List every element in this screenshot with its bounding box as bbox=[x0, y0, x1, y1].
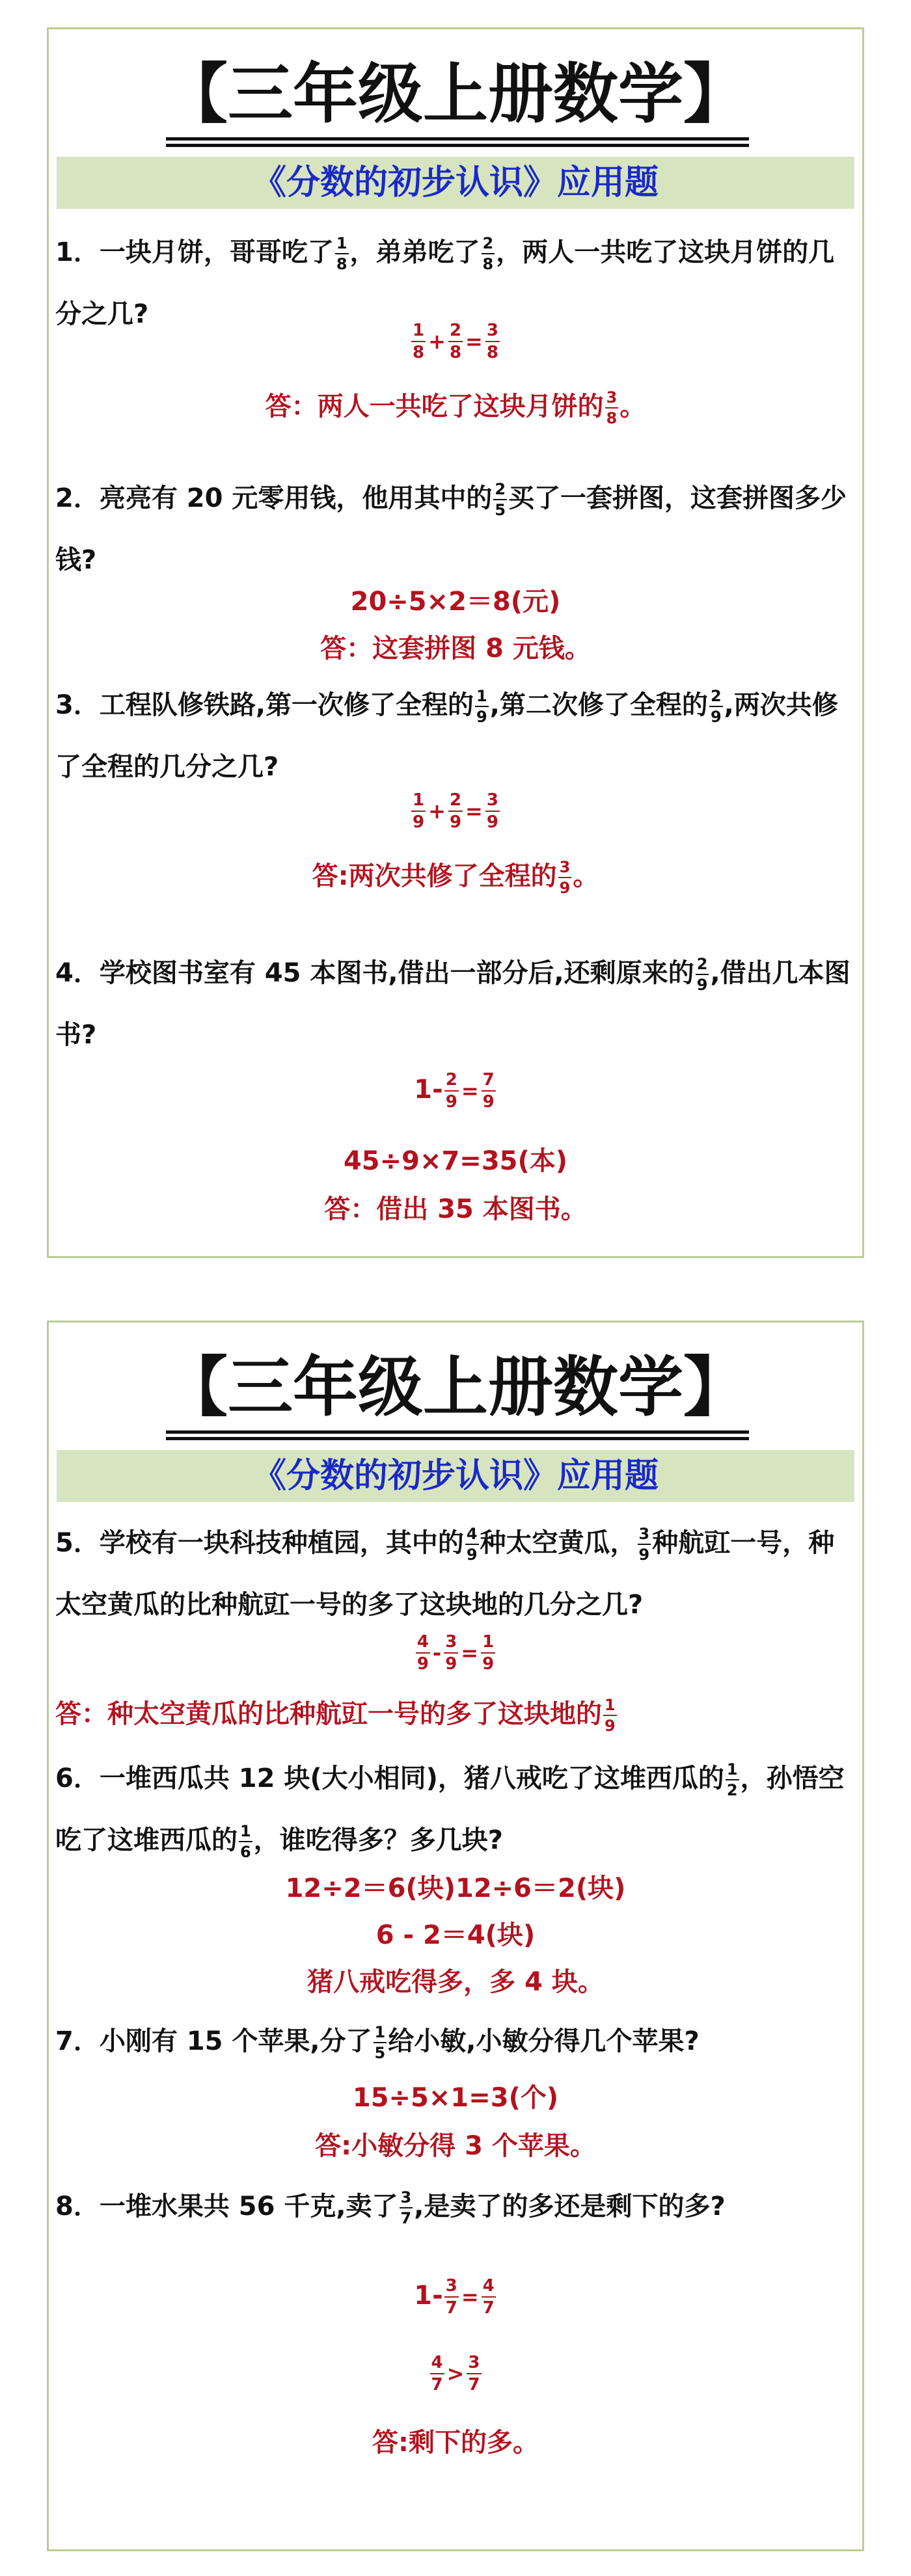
fraction: $\frac{3}{7}$ bbox=[400, 2188, 412, 2227]
problem-8-question: 8．一堆水果共 56 千克,卖了 $\frac{3}{7}$ ,是卖了的多还是剩下的多? bbox=[55, 2188, 726, 2227]
problem-1-answer: 答：两人一共吃了这块月饼的 $\frac{3}{8}$ 。 bbox=[265, 388, 646, 427]
problem-6-question: 6．一堆西瓜共 12 块(大小相同)，猪八戒吃了这堆西瓜的 $\frac{1}{2}$ ，孙悟空吃了这堆西瓜的 $\frac{1}{6}$ ，谁吃得多？多几块? bbox=[55, 1760, 845, 1861]
problem-5-calculation: $\frac{4}{9}$ - $\frac{3}{9}$ = $\frac{1}{9}$ bbox=[416, 1632, 495, 1674]
problem-6-answer: 猪八戒吃得多，多 4 块。 bbox=[307, 1967, 604, 1997]
problem-4-calculation-2: 45÷9×7=35(本) bbox=[343, 1146, 568, 1176]
fraction: $\frac{2}{9}$ bbox=[710, 687, 722, 726]
problem-8-calculation-2: $\frac{4}{7}$ > $\frac{3}{7}$ bbox=[431, 2353, 480, 2395]
fraction: $\frac{3}{9}$ bbox=[638, 1525, 650, 1564]
fraction: $\frac{4}{9}$ bbox=[466, 1525, 478, 1564]
problem-1-question: 1．一块月饼，哥哥吃了 $\frac{1}{8}$ ，弟弟吃了 $\frac{2}{8}$ ，两人一共吃了这块月饼的几分之几? bbox=[55, 234, 835, 329]
title-underline bbox=[166, 1430, 749, 1434]
fraction: $\frac{2}{8}$ bbox=[482, 234, 494, 273]
fraction: $\frac{1}{6}$ bbox=[240, 1822, 251, 1861]
problem-7-question: 7．小刚有 15 个苹果,分了 $\frac{1}{5}$ 给小敏,小敏分得几个苹果? bbox=[55, 2023, 700, 2062]
fraction: $\frac{1}{9}$ bbox=[476, 687, 487, 726]
problem-3-calculation: $\frac{1}{9}$ + $\frac{2}{9}$ = $\frac{3}{9}$ bbox=[413, 790, 498, 832]
fraction: $\frac{1}{8}$ bbox=[336, 234, 347, 273]
problem-2-answer: 答：这套拼图 8 元钱。 bbox=[320, 634, 591, 664]
problem-8-answer: 答:剩下的多。 bbox=[372, 2428, 539, 2458]
problem-7-answer: 答:小敏分得 3 个苹果。 bbox=[315, 2131, 596, 2161]
problem-5-answer: 答：种太空黄瓜的比种航豇一号的多了这块地的 $\frac{1}{9}$ bbox=[55, 1696, 616, 1735]
problem-4-answer: 答：借出 35 本图书。 bbox=[324, 1194, 587, 1224]
subtitle-banner: 《分数的初步认识》应用题 bbox=[57, 1450, 854, 1502]
fraction: $\frac{2}{9}$ bbox=[696, 955, 708, 994]
problem-3-question: 3．工程队修铁路,第一次修了全程的 $\frac{1}{9}$ ,第二次修了全程的 $\frac{2}{9}$ ,两次共修了全程的几分之几? bbox=[55, 687, 838, 782]
fraction: $\frac{1}{5}$ bbox=[374, 2023, 386, 2062]
problem-8-calculation-1: 1- $\frac{3}{7}$ = $\frac{4}{7}$ bbox=[414, 2276, 495, 2318]
problem-7-calculation: 15÷5×1=3(个) bbox=[352, 2083, 559, 2113]
problem-2-calculation: 20÷5×2＝8(元) bbox=[350, 587, 561, 617]
problem-3-answer: 答:两次共修了全程的 $\frac{3}{9}$ 。 bbox=[312, 858, 599, 897]
fraction: $\frac{2}{5}$ bbox=[495, 480, 506, 519]
title-underline bbox=[166, 137, 749, 141]
page-title: 【三年级上册数学】 bbox=[163, 1349, 748, 1425]
problem-1-calculation: $\frac{1}{8}$ + $\frac{2}{8}$ = $\frac{3}{8}$ bbox=[413, 321, 498, 362]
title-underline bbox=[166, 144, 749, 147]
worksheet-card-2 bbox=[47, 1321, 864, 2551]
fraction: $\frac{1}{2}$ bbox=[726, 1760, 738, 1799]
worksheet-card-1 bbox=[47, 27, 864, 1258]
title-underline bbox=[166, 1437, 749, 1440]
problem-5-question: 5．学校有一块科技种植园，其中的 $\frac{4}{9}$ 种太空黄瓜， $\frac{3}{9}$ 种航豇一号，种太空黄瓜的比种航豇一号的多了这块地的几分之几? bbox=[55, 1525, 835, 1620]
page-title: 【三年级上册数学】 bbox=[163, 56, 748, 132]
problem-4-calculation-1: 1- $\frac{2}{9}$ = $\frac{7}{9}$ bbox=[414, 1070, 495, 1112]
problem-2-question: 2．亮亮有 20 元零用钱，他用其中的 $\frac{2}{5}$ 买了一套拼图，这套拼图多少钱? bbox=[55, 480, 847, 575]
problem-4-question: 4．学校图书室有 45 本图书,借出一部分后,还剩原来的 $\frac{2}{9}$ ,借出几本图书? bbox=[55, 955, 850, 1050]
problem-6-calculation-2: 6 - 2＝4(块) bbox=[375, 1920, 536, 1950]
problem-6-calculation-1: 12÷2＝6(块)12÷6＝2(块) bbox=[285, 1873, 626, 1903]
subtitle-banner: 《分数的初步认识》应用题 bbox=[57, 157, 854, 209]
